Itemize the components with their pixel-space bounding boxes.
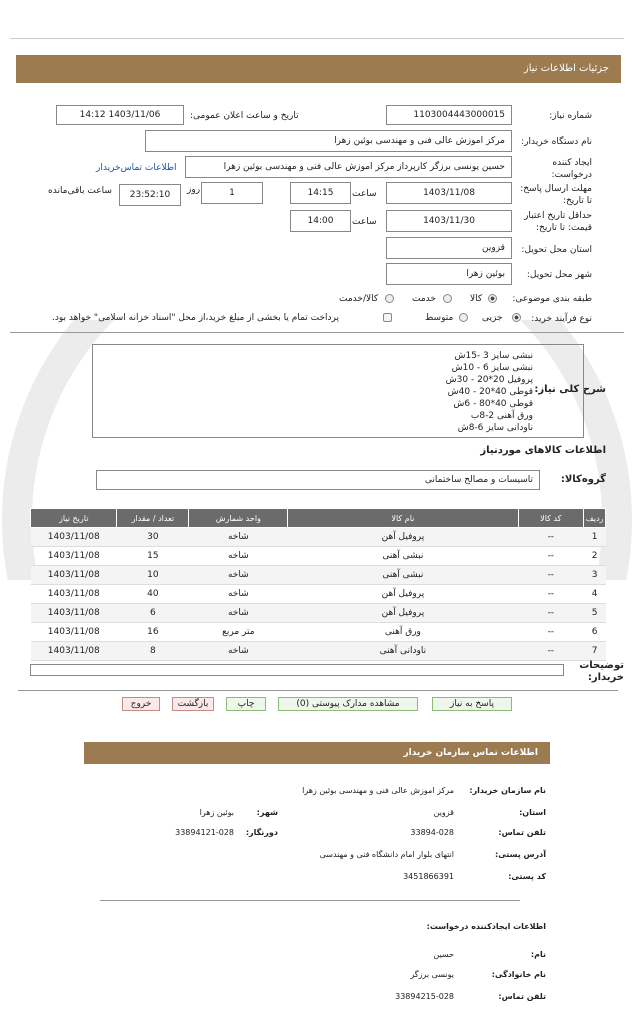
cell: 7 — [584, 642, 606, 661]
cell: نبشی آهنی — [288, 547, 518, 566]
creator-family-label: نام خانوادگی: — [491, 970, 546, 979]
price-validity-time-label: ساعت — [352, 217, 377, 227]
col-code: کد کالا — [518, 509, 584, 528]
cell: 4 — [584, 585, 606, 604]
cell: 1403/11/08 — [31, 604, 117, 623]
cell: شاخه — [189, 528, 288, 547]
table-row[interactable] — [31, 623, 606, 642]
contact-fax-value: 33894121-028 — [175, 828, 234, 837]
attachments-button[interactable]: مشاهده مدارک پیوستی (0) — [278, 697, 418, 711]
creator-field[interactable]: حسین یونسی برزگر کارپرداز مرکز اموزش عالی فنی و مهندسی بوئین زهرا — [185, 156, 512, 178]
cell: -- — [518, 585, 584, 604]
col-qty: تعداد / مقدار — [117, 509, 189, 528]
table-row[interactable] — [31, 604, 606, 623]
cell: شاخه — [189, 604, 288, 623]
cell: پروفیل آهن — [288, 585, 518, 604]
purchase-minor-radio[interactable] — [512, 313, 521, 322]
cell: 40 — [117, 585, 189, 604]
cell: 15 — [117, 547, 189, 566]
cell: 1403/11/08 — [31, 566, 117, 585]
contact-province-value: قزوین — [433, 808, 454, 817]
cell: 3 — [584, 566, 606, 585]
contact-fax-label: دورنگار: — [245, 828, 278, 837]
notes-divider — [18, 690, 618, 691]
contact-divider — [100, 900, 520, 901]
cell: -- — [518, 547, 584, 566]
contact-header — [84, 742, 550, 764]
contact-postal-value: 3451866391 — [403, 872, 454, 881]
contact-phone-value: 33894-028 — [410, 828, 454, 837]
col-unit: واحد شمارش — [189, 509, 288, 528]
cell: ورق آهنی — [288, 623, 518, 642]
contact-city-value: بوئین زهرا — [199, 808, 234, 817]
cell: -- — [518, 623, 584, 642]
table-row[interactable] — [31, 547, 606, 566]
cell: نبشی آهنی — [288, 566, 518, 585]
description-line: ناودانی سایز 6-8ش — [457, 423, 533, 433]
back-button[interactable]: بازگشت — [172, 697, 214, 711]
creator-name-label: نام: — [530, 950, 546, 959]
price-validity-time[interactable]: 14:00 — [290, 210, 351, 232]
category-both-label: کالا/خدمت — [339, 294, 379, 304]
description-line: نبشی سایز 6 - 10ش — [451, 363, 533, 373]
cell: -- — [518, 566, 584, 585]
table-row[interactable] — [31, 566, 606, 585]
table-row[interactable] — [31, 585, 606, 604]
contact-postal-label: کد پستی: — [508, 872, 546, 881]
contact-address-label: آدرس پستی: — [495, 850, 546, 859]
buyer-contact-link[interactable]: اطلاعات تماس‌خریدار — [96, 163, 177, 173]
province-label: استان محل تحویل: — [521, 245, 592, 255]
cell: 10 — [117, 566, 189, 585]
creator-label: ایجاد کننده درخواست: — [551, 158, 592, 180]
exit-button[interactable]: خروج — [122, 697, 160, 711]
buyer-notes-box — [30, 664, 564, 676]
cell: پروفیل آهن — [288, 604, 518, 623]
cell: 6 — [117, 604, 189, 623]
buyer-notes-label: توضیحات خریدار: — [579, 660, 624, 683]
goods-section-title: اطلاعات کالاهای موردنیاز — [480, 445, 606, 456]
contact-title: اطلاعات تماس سازمان خریدار — [403, 748, 538, 758]
cell: -- — [518, 528, 584, 547]
description-line: قوطی 40*80 - 6ش — [453, 399, 533, 409]
col-date: تاریخ نیاز — [31, 509, 117, 528]
remaining-time-label: ساعت باقی‌مانده — [48, 186, 112, 196]
description-line: پروفیل 20*20 - 30ش — [445, 375, 533, 385]
need-number-field[interactable]: 1103004443000015 — [386, 105, 512, 125]
province-field[interactable]: قزوین — [386, 237, 512, 259]
purchase-medium-label: متوسط — [425, 313, 454, 323]
city-field[interactable]: بوئین زهرا — [386, 263, 512, 285]
form-divider — [10, 332, 624, 333]
cell: -- — [518, 642, 584, 661]
cell: 1403/11/08 — [31, 547, 117, 566]
buyer-org-label: نام دستگاه خریدار: — [521, 137, 592, 147]
category-service-radio[interactable] — [443, 294, 452, 303]
remaining-time-field[interactable]: 23:52:10 — [119, 184, 181, 206]
creator-info-title: اطلاعات ایجادکننده درخواست: — [426, 922, 546, 931]
cell: 1403/11/08 — [31, 642, 117, 661]
cell: متر مربع — [189, 623, 288, 642]
reply-deadline-time[interactable]: 14:15 — [290, 182, 351, 204]
announce-datetime-field[interactable]: 1403/11/06 14:12 — [56, 105, 184, 125]
cell: 1403/11/08 — [31, 623, 117, 642]
need-number-label: شماره نیاز: — [549, 111, 592, 121]
cell: شاخه — [189, 566, 288, 585]
buyer-org-field[interactable]: مرکز اموزش عالی فنی و مهندسی بوئین زهرا — [145, 130, 512, 152]
goods-table — [30, 508, 606, 661]
city-label: شهر محل تحویل: — [526, 270, 592, 280]
cell: شاخه — [189, 642, 288, 661]
description-line: ورق آهنی 2-8ب — [470, 411, 533, 421]
purchase-medium-radio[interactable] — [459, 313, 468, 322]
price-validity-date[interactable]: 1403/11/30 — [386, 210, 512, 232]
creator-phone-value: 33894215-028 — [395, 992, 454, 1001]
page-title: جزئیات اطلاعات نیاز — [523, 63, 609, 74]
reply-deadline-date[interactable]: 1403/11/08 — [386, 182, 512, 204]
table-header-row — [31, 509, 606, 528]
cell: 5 — [584, 604, 606, 623]
category-both-radio[interactable] — [385, 294, 394, 303]
cell: 1 — [584, 528, 606, 547]
contact-address-value: انتهای بلوار امام دانشگاه فنی و مهندسی — [319, 850, 454, 859]
announce-datetime-label: تاریخ و ساعت اعلان عمومی: — [190, 111, 299, 121]
table-row[interactable] — [31, 642, 606, 661]
description-line: نبشی سایز 3 -15ش — [454, 351, 533, 361]
description-label: شرح کلی نیاز: — [534, 384, 606, 395]
category-label: طبقه بندی موضوعی: — [512, 294, 592, 304]
treasury-checkbox[interactable] — [383, 313, 392, 322]
cell: 6 — [584, 623, 606, 642]
description-line: قوطی 40*20 - 40ش — [447, 387, 533, 397]
contact-org-value: مرکز اموزش عالی فنی و مهندسی بوئین زهرا — [302, 786, 454, 795]
col-row: ردیف — [584, 509, 606, 528]
price-validity-label: حداقل تاریخ اعتبار قیمت: تا تاریخ: — [524, 211, 592, 233]
cell: 8 — [117, 642, 189, 661]
description-box — [92, 344, 584, 438]
cell: 2 — [584, 547, 606, 566]
reply-button[interactable]: پاسخ به نیاز — [432, 697, 512, 711]
purchase-type-label: نوع فرآیند خرید: — [531, 314, 592, 324]
goods-group-label: گروه‌کالا: — [560, 474, 606, 485]
purchase-minor-label: جزیی — [482, 313, 503, 323]
print-button[interactable]: چاپ — [226, 697, 266, 711]
reply-days-label: روز — [187, 185, 201, 195]
reply-deadline-label: مهلت ارسال پاسخ: تا تاریخ: — [520, 184, 592, 206]
cell: شاخه — [189, 585, 288, 604]
table-row[interactable] — [31, 528, 606, 547]
contact-province-label: استان: — [519, 808, 546, 817]
cell: شاخه — [189, 547, 288, 566]
cell: پروفیل آهن — [288, 528, 518, 547]
contact-phone-label: تلفن تماس: — [498, 828, 546, 837]
category-goods-label: کالا — [470, 294, 483, 304]
creator-name-value: حسین — [433, 950, 454, 959]
creator-family-value: یونسی برزگر — [410, 970, 454, 979]
reply-deadline-time-label: ساعت — [352, 189, 377, 199]
col-name: نام کالا — [288, 509, 518, 528]
reply-days-field[interactable]: 1 — [201, 182, 263, 204]
page-header — [16, 55, 621, 83]
cell: -- — [518, 604, 584, 623]
contact-org-label: نام سازمان خریدار: — [469, 786, 546, 795]
category-goods-radio[interactable] — [488, 294, 497, 303]
cell: 1403/11/08 — [31, 585, 117, 604]
cell: ناودانی آهنی — [288, 642, 518, 661]
cell: 1403/11/08 — [31, 528, 117, 547]
top-divider — [10, 38, 624, 39]
category-service-label: خدمت — [412, 294, 436, 304]
treasury-note: پرداخت تمام یا بخشی از مبلغ خرید،از محل "اسناد خزانه اسلامی" خواهد بود. — [52, 313, 340, 323]
goods-group-field[interactable]: تاسیسات و مصالح ساختمانی — [96, 470, 540, 490]
creator-phone-label: تلفن تماس: — [498, 992, 546, 1001]
cell: 30 — [117, 528, 189, 547]
cell: 16 — [117, 623, 189, 642]
contact-city-label: شهر: — [256, 808, 278, 817]
